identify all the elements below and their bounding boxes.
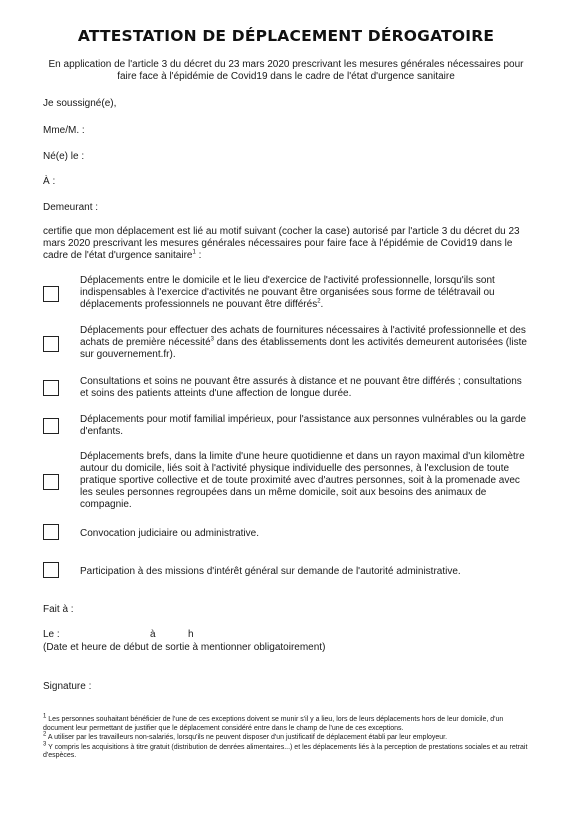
reason-text: Déplacements entre le domicile et le lieu d'exercice de l'activité professionnelle, lorsqu'ils sont indispensables à l'exercice d'activités ne pouvant être organisées sous forme de télétravail ou déplacements professionnels ne pouvant être différés$^2$. [80, 275, 495, 310]
certify-tail: : [195, 250, 202, 261]
hour-label: h [188, 629, 194, 640]
document-title: ATTESTATION DE DÉPLACEMENT DÉROGATOIRE [77, 27, 495, 45]
time-separator: à [150, 629, 156, 640]
certify-paragraph [43, 226, 530, 262]
reason-text: Participation à des missions d'intérêt général sur demande de l'autorité administrative. [80, 566, 461, 577]
footnotes [43, 713, 528, 762]
reason-checkbox[interactable] [43, 524, 59, 540]
reason-checkbox[interactable] [43, 336, 59, 352]
birthplace-field-label: À : [43, 176, 56, 187]
certify-footnote-ref: 1 [192, 249, 196, 256]
reason-text: Convocation judiciaire ou administrative. [80, 528, 259, 539]
address-field-label: Demeurant : [43, 202, 99, 213]
name-field-label: Mme/M. : [43, 125, 85, 136]
reason-checkbox[interactable] [43, 474, 59, 490]
footnote-2: $^2$ A utiliser par les travailleurs non-salariés, lorsqu'ils ne peuvent disposer d'un justificatif de déplacement établi par leur employeur. [43, 731, 448, 741]
certify-text: certifie que mon déplacement est lié au motif suivant (cocher la case) autorisé par l'article 3 du décret du 23 mars 2020 prescrivant les mesures générales nécessaires pour faire face à l'épidémie de Covid19 dans le cadre de l'état d'urgence sanitaire [43, 226, 520, 261]
reason-text: Consultations et soins ne pouvant être assurés à distance et ne pouvant être différés ; consultations et soins des patients atteints d'une affection de longue durée. [80, 376, 522, 399]
reason-text: Déplacements brefs, dans la limite d'une heure quotidienne et dans un rayon maximal d'un kilomètre autour du domicile, liés soit à l'activité physique individuelle des personnes, à l'exclusion de toute pratique sportive collective et de toute proximité avec d'autres personnes, soit à la promenade avec les seules personnes regroupées dans un même domicile, soit aux besoins des animaux de compagnie. [80, 451, 525, 510]
footnote-1: $^1$ Les personnes souhaitant bénéficier de l'une de ces exceptions doivent se munir s'il y a lieu, lors de leurs déplacements hors de leur domicile, d'un document leur permettant de justifier que le déplacement considéré entre dans le champ de l'une de ces exceptions. [43, 713, 504, 732]
intro-paragraph: En application de l'article 3 du décret du 23 mars 2020 prescrivant les mesures générales nécessaires pour faire face à l'épidémie de Covid19 dans le cadre de l'état d'urgence sanitaire [48, 59, 524, 82]
place-field-label: Fait à : [43, 604, 74, 615]
soussigne-label: Je soussigné(e), [43, 98, 117, 109]
reason-checkbox[interactable] [43, 286, 59, 302]
reason-checkbox[interactable] [43, 380, 59, 396]
date-field-label: Le : [43, 629, 60, 640]
date-note: (Date et heure de début de sortie à mentionner obligatoirement) [43, 642, 326, 653]
reason-checkbox[interactable] [43, 562, 59, 578]
reason-text: Déplacements pour motif familial impérieux, pour l'assistance aux personnes vulnérables ou la garde d'enfants. [80, 414, 527, 437]
signature-label: Signature : [43, 681, 92, 692]
footnote-3: $^3$ Y compris les acquisitions à titre gratuit (distribution de denrées alimentaires...) et les déplacements liés à la perception de prestations sociales et au retrait d'espèces. [43, 741, 528, 759]
reason-text: Déplacements pour effectuer des achats de fournitures nécessaires à l'activité professionnelle et des achats de première nécessité$^3$ dans des établissements dont les activités demeurent autorisées (liste sur gouvernement.fr). [80, 325, 527, 360]
birthdate-field-label: Né(e) le : [43, 151, 85, 162]
reason-checkbox[interactable] [43, 418, 59, 434]
